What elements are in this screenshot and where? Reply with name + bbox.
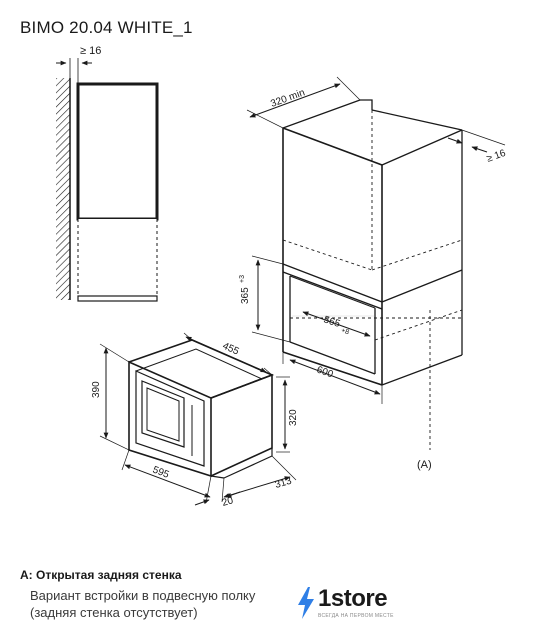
- note-line-2: (задняя стенка отсутствует): [30, 605, 198, 620]
- cabinet-width-label: 320 min: [269, 87, 307, 110]
- lightning-icon: [296, 587, 316, 619]
- store-logo: [296, 585, 426, 625]
- niche-width-label: 565: [322, 314, 342, 331]
- logo-name: 1store: [318, 585, 388, 612]
- logo-tagline: ВСЕГДА НА ПЕРВОМ МЕСТЕ: [318, 613, 394, 619]
- side-cabinet: [78, 84, 157, 219]
- side-shelf: [78, 296, 157, 301]
- note-label: A: Открытая задняя стенка: [20, 568, 182, 582]
- oven-depth-label: 455: [220, 340, 241, 358]
- side-view: [56, 45, 157, 301]
- gap-left-label: ≥ 16: [80, 45, 102, 57]
- cabinet-depth-label: 600: [314, 364, 335, 381]
- note-line-1: Вариант встройки в подвесную полку: [30, 588, 256, 603]
- body-height-label: 320: [288, 409, 299, 426]
- oven-width-label: 595: [150, 464, 171, 481]
- side-lower-cabinet: [78, 219, 157, 296]
- wall-cabinet: [239, 77, 508, 471]
- page-title: BIMO 20.04 WHITE_1: [20, 18, 193, 37]
- wall-hatch: [56, 78, 70, 300]
- niche-width-tol: +8: [340, 327, 350, 337]
- niche-height-tol: +3: [239, 275, 246, 283]
- niche-height-label: 365: [240, 287, 251, 304]
- body-depth-label: 313: [273, 475, 293, 491]
- gap-right-label: ≥ 16: [485, 147, 508, 165]
- door-depth-label: 20: [220, 495, 235, 509]
- oven-height-label: 390: [91, 381, 102, 398]
- callout-a: (A): [417, 459, 432, 471]
- oven: [91, 333, 299, 509]
